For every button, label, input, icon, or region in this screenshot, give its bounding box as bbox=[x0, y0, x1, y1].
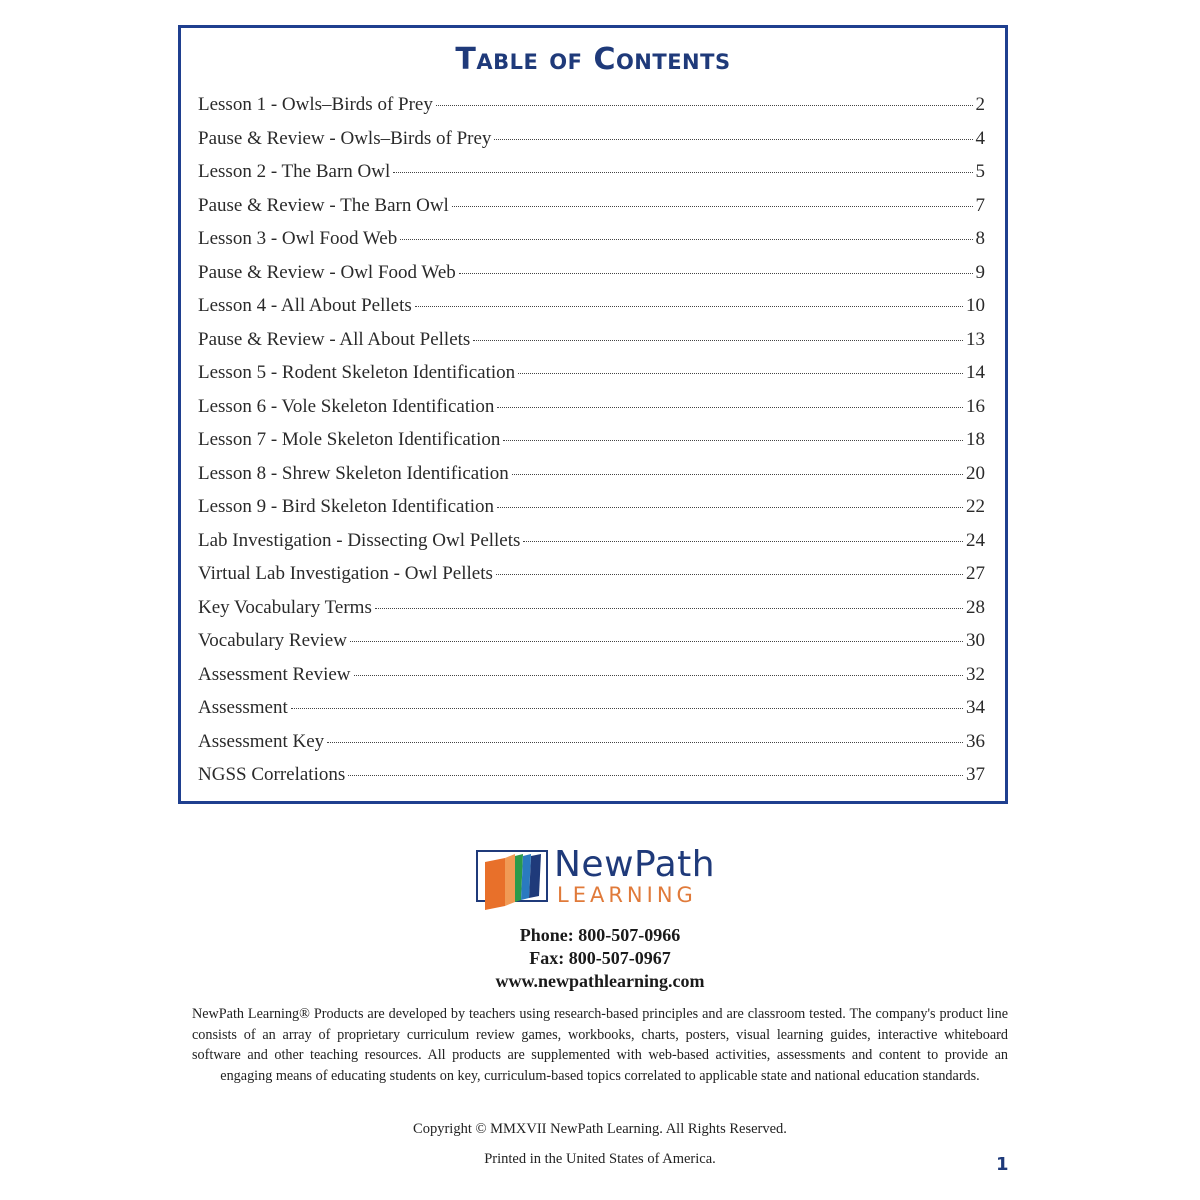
toc-entry-page: 8 bbox=[975, 228, 985, 249]
page-number: 1 bbox=[996, 1154, 1009, 1175]
toc-entry-page: 7 bbox=[975, 194, 985, 216]
toc-entry[interactable] bbox=[198, 563, 985, 597]
logo-text-newpath: NewPath bbox=[554, 844, 716, 885]
toc-entry[interactable] bbox=[198, 530, 985, 564]
toc-entry[interactable] bbox=[198, 697, 985, 731]
toc-entry[interactable] bbox=[198, 731, 985, 765]
toc-entry-label: Lesson 4 - All About Pellets bbox=[198, 295, 412, 316]
table-of-contents-box bbox=[178, 25, 1008, 804]
toc-entry-page: 10 bbox=[966, 295, 985, 316]
toc-entry-label: Lab Investigation - Dissecting Owl Pellets bbox=[198, 529, 521, 551]
toc-entry-page: 27 bbox=[966, 563, 985, 584]
toc-entry-label: Pause & Review - Owl Food Web bbox=[198, 261, 456, 283]
toc-entry-label: Key Vocabulary Terms bbox=[198, 596, 372, 618]
toc-entry[interactable] bbox=[198, 195, 985, 229]
toc-entry-page: 30 bbox=[966, 630, 985, 651]
toc-entry-page: 24 bbox=[966, 529, 985, 551]
toc-entry[interactable] bbox=[198, 630, 985, 664]
toc-entry-label: Lesson 5 - Rodent Skeleton Identification bbox=[198, 362, 516, 383]
toc-entry[interactable] bbox=[198, 396, 985, 430]
dot-leader bbox=[354, 675, 963, 676]
dot-leader bbox=[348, 775, 963, 776]
dot-leader bbox=[503, 440, 963, 441]
toc-entry-page: 28 bbox=[966, 596, 985, 618]
toc-entry-page: 34 bbox=[966, 697, 985, 718]
toc-entry-label: Pause & Review - The Barn Owl bbox=[198, 194, 449, 216]
toc-entry-label: Pause & Review - Owls–Birds of Prey bbox=[198, 127, 492, 149]
toc-list bbox=[198, 94, 985, 798]
toc-entry[interactable] bbox=[198, 228, 985, 262]
toc-entry-label: Lesson 8 - Shrew Skeleton Identification bbox=[198, 462, 509, 484]
dot-leader bbox=[523, 541, 963, 542]
toc-entry[interactable] bbox=[198, 664, 985, 698]
dot-leader bbox=[291, 708, 963, 709]
toc-entry-label: Vocabulary Review bbox=[198, 630, 347, 651]
toc-entry-label: Pause & Review - All About Pellets bbox=[198, 328, 471, 350]
toc-entry-label: Lesson 3 - Owl Food Web bbox=[198, 228, 398, 249]
toc-entry[interactable] bbox=[198, 329, 985, 363]
toc-entry-page: 32 bbox=[966, 663, 985, 685]
copyright-notice: Copyright © MMXVII NewPath Learning. All Rights Reserved. bbox=[413, 1121, 787, 1137]
toc-entry-page: 18 bbox=[966, 429, 985, 450]
toc-entry-page: 37 bbox=[966, 764, 985, 785]
toc-entry-page: 16 bbox=[966, 395, 985, 417]
toc-entry[interactable] bbox=[198, 429, 985, 463]
dot-leader bbox=[473, 340, 963, 341]
toc-entry-page: 4 bbox=[975, 127, 985, 149]
toc-entry-label: Lesson 7 - Mole Skeleton Identification bbox=[198, 429, 501, 450]
dot-leader bbox=[497, 407, 963, 408]
toc-entry-label: NGSS Correlations bbox=[198, 764, 346, 785]
toc-entry-page: 36 bbox=[966, 730, 985, 752]
book-logo-icon bbox=[475, 848, 553, 912]
dot-leader bbox=[497, 507, 963, 508]
toc-entry[interactable] bbox=[198, 295, 985, 329]
toc-entry-page: 2 bbox=[975, 94, 985, 115]
toc-entry[interactable] bbox=[198, 764, 985, 798]
dot-leader bbox=[459, 273, 973, 274]
dot-leader bbox=[375, 608, 963, 609]
dot-leader bbox=[436, 105, 973, 106]
toc-entry-page: 9 bbox=[975, 261, 985, 283]
toc-entry[interactable] bbox=[198, 463, 985, 497]
toc-entry[interactable] bbox=[198, 128, 985, 162]
dot-leader bbox=[400, 239, 972, 240]
toc-entry-page: 5 bbox=[975, 161, 985, 182]
toc-entry-page: 13 bbox=[966, 328, 985, 350]
website-link[interactable]: www.newpathlearning.com bbox=[495, 971, 705, 991]
dot-leader bbox=[494, 139, 972, 140]
toc-entry[interactable] bbox=[198, 496, 985, 530]
logo-text-learning: LEARNING bbox=[557, 883, 697, 907]
toc-entry-label: Virtual Lab Investigation - Owl Pellets bbox=[198, 563, 493, 584]
toc-entry-label: Lesson 6 - Vole Skeleton Identification bbox=[198, 395, 495, 417]
toc-entry-page: 22 bbox=[966, 496, 985, 517]
dot-leader bbox=[415, 306, 963, 307]
company-description: NewPath Learning® Products are developed by teachers using research-based principles and are classroom tested. The company's product line consists of an array of proprietary curriculum review games, workbooks, charts, posters, visual learning guides, interactive whiteboard software and other teaching resources. All products are supplemented with web-based activities, assessments and content to provide an engaging means of educating students on key, curriculum-based topics correlated to applicable state and national education standards. bbox=[192, 1006, 1008, 1084]
toc-entry[interactable] bbox=[198, 362, 985, 396]
toc-entry-label: Lesson 9 - Bird Skeleton Identification bbox=[198, 496, 495, 517]
toc-entry[interactable] bbox=[198, 94, 985, 128]
toc-title: Table of Contents bbox=[455, 42, 731, 77]
toc-entry-label: Assessment Key bbox=[198, 730, 325, 752]
phone-number: Phone: 800-507-0966 bbox=[519, 925, 681, 945]
dot-leader bbox=[393, 172, 972, 173]
toc-entry[interactable] bbox=[198, 262, 985, 296]
dot-leader bbox=[518, 373, 963, 374]
toc-entry[interactable] bbox=[198, 597, 985, 631]
toc-entry-label: Assessment bbox=[198, 697, 288, 718]
toc-entry-page: 20 bbox=[966, 462, 985, 484]
printed-notice: Printed in the United States of America. bbox=[484, 1151, 716, 1167]
fax-number: Fax: 800-507-0967 bbox=[529, 948, 671, 968]
toc-entry-page: 14 bbox=[966, 362, 985, 383]
newpath-logo bbox=[475, 844, 745, 912]
dot-leader bbox=[327, 742, 963, 743]
dot-leader bbox=[350, 641, 963, 642]
dot-leader bbox=[452, 206, 973, 207]
toc-entry-label: Lesson 1 - Owls–Birds of Prey bbox=[198, 94, 433, 115]
toc-entry[interactable] bbox=[198, 161, 985, 195]
dot-leader bbox=[496, 574, 963, 575]
toc-entry-label: Lesson 2 - The Barn Owl bbox=[198, 161, 391, 182]
toc-entry-label: Assessment Review bbox=[198, 663, 351, 685]
dot-leader bbox=[512, 474, 963, 475]
